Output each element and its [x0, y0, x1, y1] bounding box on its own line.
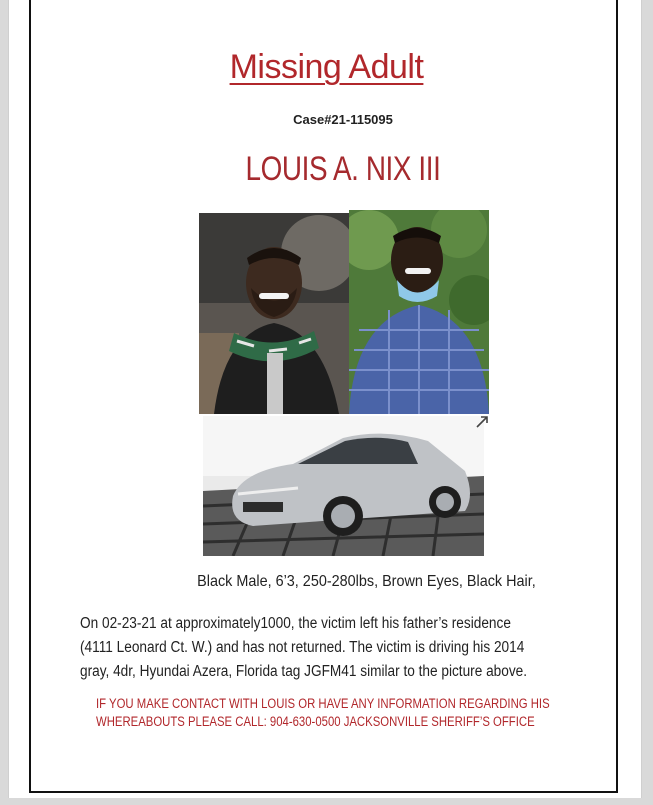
missing-person-name: LOUIS A. NIX III	[245, 150, 441, 188]
physical-description: Black Male, 6’3, 250-280lbs, Brown Eyes, Black Hair,	[197, 573, 536, 590]
contact-line: IF YOU MAKE CONTACT WITH LOUIS OR HAVE ANY INFORMATION REGARDING HIS	[96, 696, 550, 711]
car-photo-icon	[203, 416, 484, 556]
narrative-line: On 02-23-21 at approximately1000, the victim left his father’s residence	[80, 615, 511, 632]
narrative-line: (4111 Leonard Ct. W.) and has not returned. The victim is driving his 2014	[80, 639, 525, 656]
contact-line: WHEREABOUTS PLEASE CALL: 904-630-0500 JACKSONVILLE SHERIFF’S OFFICE	[96, 714, 535, 729]
expand-icon[interactable]	[476, 416, 488, 428]
poster-title: Missing Adult	[229, 48, 424, 86]
person-photo-scarf-icon	[199, 213, 349, 414]
case-number: Case#21-115095	[293, 112, 393, 127]
person-photo-mask-icon	[349, 210, 489, 414]
narrative-line: gray, 4dr, Hyundai Azera, Florida tag JGFM41 similar to the picture above.	[80, 663, 528, 680]
incident-narrative	[80, 612, 582, 684]
contact-instructions	[96, 695, 575, 731]
